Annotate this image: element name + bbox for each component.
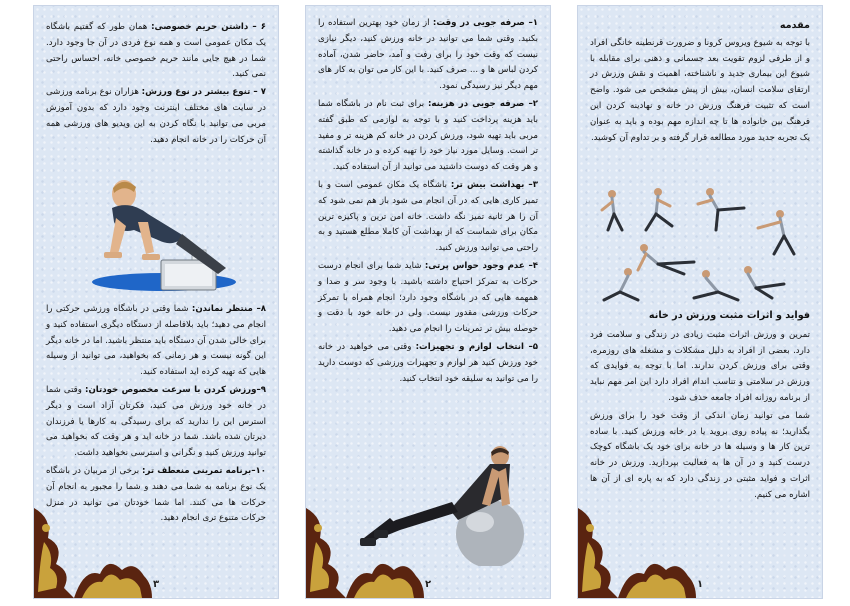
corner-ornament bbox=[74, 550, 152, 598]
item-9-body: وقتی شما در خانه خود ورزش می کنید، فکرتان آزاد است و دیگر استرس این را ندارید که برای رسیدگی به کارها یا فرزندان دیرتان شده باشد. شما در خانه اید و هر وقت که بخواهید می توانید ورزش کنید و نگرانی و استرسی نخواهید داشت. bbox=[46, 384, 266, 459]
item-3-body: باشگاه یک مکان عمومی است و با تمیز کاری هایی که در آن انجام می شود باز هم نمی شود که آن را هر ثانیه تمیز نگه داشت. خانه امن ترین و پاکیزه ترین مکان برای شماست که از بهداشت آن کاملا مطلع هستید و به راحتی می توانید ورزش کنید. bbox=[318, 179, 538, 254]
benefits-body-1: تمرین و ورزش اثرات مثبت زیادی در زندگی و سلامت فرد دارد. بعضی از افراد به دلیل مشکلات و مشغله های روزمره، وقتی برای ورزش کردن ندارند. اما با توجه به فوایدی که ورزش در سلامتی و تناسب اندام افراد دارد این امر مهم نباید از برنامه روزانه افراد جامعه حذف شود. bbox=[590, 329, 810, 403]
item-8-heading: ۸– منتظر نماندن: bbox=[191, 304, 267, 314]
benefits-title: فواید و اثرات مثبت ورزش در خانه bbox=[648, 310, 810, 321]
item-6 bbox=[46, 20, 266, 83]
page-number: ۱ bbox=[696, 579, 704, 590]
item-9-heading: ۹–ورزش کردن با سرعت مخصوص خودتان: bbox=[85, 384, 266, 395]
item-2 bbox=[318, 97, 538, 176]
item-7 bbox=[46, 85, 266, 148]
item-3-heading: ۳– بهداشت بیش تر: bbox=[450, 179, 538, 190]
item-8-body: شما وقتی در باشگاه ورزشی حرکتی را انجام می دهید؛ باید بلافاصله از دستگاه دیگری استفاده کنید و برای خالی شدن آن دستگاه باید منتظر باشید. اما در خانه دیگر این گونه نیست و هر زمانی که بخواهید، می توانید از وسیله هایی که تهیه کرده اید استفاده کنید. bbox=[46, 304, 266, 378]
item-5-heading: ۵– انتخاب لوازم و تجهیزات: bbox=[415, 341, 538, 352]
panel3-text-bottom bbox=[46, 302, 266, 529]
item-1-heading: ۱– صرفه جویی در وقت: bbox=[432, 18, 538, 28]
item-10-body: برخی از مربیان در باشگاه یک نوع برنامه به شما می دهند و شما را مجبور به انجام آن حرکات ها می کنند. اما شما خودتان می توانید در منزل حرکات متنوع تری انجام دهید. bbox=[46, 465, 266, 524]
corner-ornament bbox=[618, 550, 696, 598]
panel-page-1 bbox=[578, 6, 822, 598]
item-5-body: وقتی می خواهید در خانه خود ورزش کنید هر لوازم و تجهیزات ورزشی که دوست دارید را می توانید به سلیقه خود انتخاب کنید. bbox=[318, 341, 538, 384]
item-10 bbox=[46, 464, 266, 527]
panel2-text bbox=[318, 16, 538, 389]
benefits-body-2: شما می توانید زمان اندکی از وقت خود را برای ورزش بگذارید؛ نه پیاده روی بروید یا در خانه ورزش کنید. با ساده ترین کار ها و وسیله ها در خانه برای خود یک باشگاه کوچک درست کنید و در آن ها به فعالیت بپردازید. ورزش در خانه اثرات و فواید مثبتی در زندگی دارد که به پاره ای از آن ها اشاره می کنیم. bbox=[590, 410, 810, 500]
item-2-body: برای ثبت نام در باشگاه شما باید هزینه پرداخت کنید و با توجه به لوازمی که طبق گفته مربی باید تهیه شود، ورزش کردن در خانه کم هزینه تر و مفید تر است. وسایل مورد نیاز خود را تهیه کرده و در خانه گذاشته و هر وقت که دوست داشتید می توانید از آن استفاده کنید. bbox=[318, 98, 538, 173]
panel-page-3 bbox=[34, 6, 278, 598]
item-6-heading: ۶ – داشتن حریم خصوصی: bbox=[151, 22, 267, 32]
item-3 bbox=[318, 178, 538, 257]
panel1-text-top bbox=[590, 18, 810, 148]
item-5 bbox=[318, 340, 538, 387]
page-number: ۲ bbox=[424, 579, 432, 590]
page-number: ۳ bbox=[152, 579, 160, 590]
item-4 bbox=[318, 259, 538, 338]
corner-ornament bbox=[346, 550, 424, 598]
intro-title: مقدمه bbox=[779, 20, 810, 31]
stability-ball-pushup-photo bbox=[340, 446, 530, 566]
item-7-body: هزاران نوع برنامه ورزشی در سایت های مختلف اینترنت وجود دارد که بدون آموزش مربی می توانید با نگاه کردن به این ویدیو های ورزشی همه آن حرکات را در خانه انجام دهید. bbox=[46, 87, 266, 145]
intro-body: با توجه به شیوع ویروس کرونا و ضرورت قرنطینه خانگی افراد و از طرفی لزوم تقویت بعد جسمانی و ذهنی برای مقابله با شیوع این بیماری جدید و ناشناخته، اهمیت و نقش ورزش در ارتقای سلامت انسان، بیش از پیش مشخص می شود. واضح است که تثبیت فرهنگ ورزش در خانه و نهادینه کردن این فرهنگ بین خانواده ها تا چه اندازه مهم بوده و باید به عنوان یک تجربه جدید مورد مطالعه قرار گرفته و بر تداوم آن کوشید. bbox=[590, 37, 810, 143]
item-9 bbox=[46, 383, 266, 462]
item-1-body: از زمان خود بهترین استفاده را بکنید. وقتی شما می توانید در خانه ورزش کنید، دیگر نیازی نیست که وقت خود را برای رفت و آمد، حاضر شدن، آماده کردن لباس ها و ... صرف کنید. با این کار می توان به کار های مهم دیگر نیز رسیدگی نمود. bbox=[318, 18, 538, 92]
panel-page-2 bbox=[306, 6, 550, 598]
item-10-heading: ۱۰–برنامه تمرینی منعطف تر: bbox=[142, 465, 266, 476]
man-laptop-pushup-photo bbox=[86, 178, 236, 298]
item-6-body: همان طور که گفتیم باشگاه یک مکان عمومی است و همه نوع فردی در آن جا وجود دارد. شما در هیچ جایی مانند حریم خصوصی خانه، احساس راحتی نمی کنید. bbox=[46, 22, 266, 80]
panel1-text-bottom bbox=[590, 308, 810, 506]
exercise-poses-illustration bbox=[598, 184, 802, 304]
panel3-text-top bbox=[46, 20, 266, 150]
item-7-heading: ۷ – تنوع بیشتر در نوع ورزش: bbox=[141, 87, 266, 98]
item-1 bbox=[318, 16, 538, 95]
item-4-heading: ۴– عدم وجود حواس پرتی: bbox=[424, 260, 538, 271]
item-4-body: شاید شما برای انجام درست حرکات به تمرکز احتیاج داشته باشید. با وجود سر و صدا و همهمه هایی که در باشگاه وجود دارد؛ انجام همراه با تمرکز حرکات ورزشی مقدور نیست. ولی در خانه خود با دقت و حوصله بیش تر تمرینات را انجام می دهید. bbox=[318, 260, 538, 335]
item-8 bbox=[46, 302, 266, 381]
item-2-heading: ۲– صرفه جویی در هزینه: bbox=[427, 98, 539, 109]
